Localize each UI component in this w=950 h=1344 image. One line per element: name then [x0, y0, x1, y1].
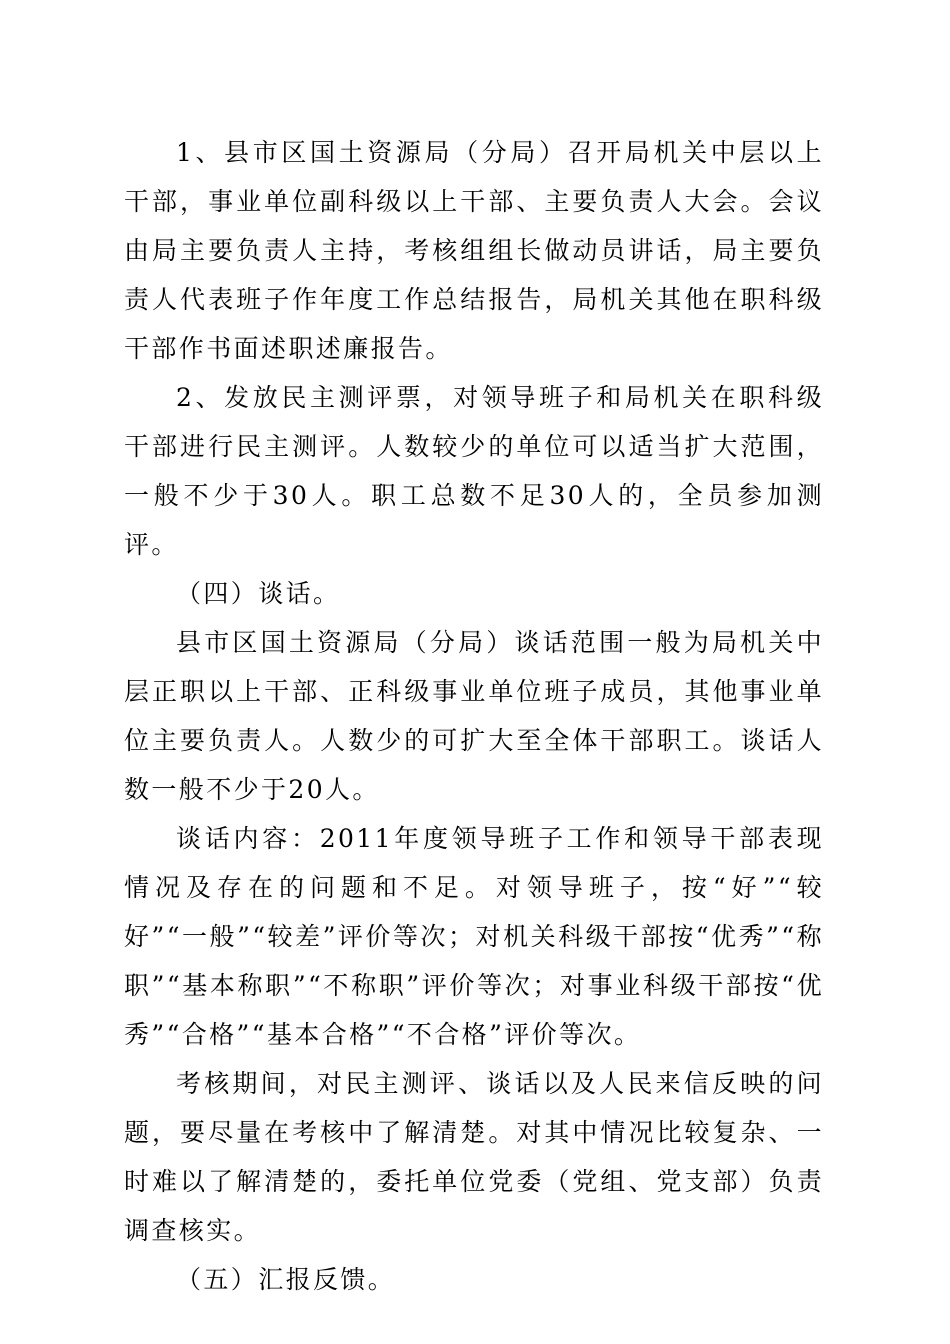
section-heading-report: （五）汇报反馈。 [176, 1265, 396, 1294]
paragraph-meeting: 1、县市区国土资源局（分局）召开局机关中层以上干部，事业单位副科级以上干部、主要负责人大会。会议由局主要负责人主持，考核组组长做动员讲话，局主要负责人代表班子作年度工作总结报告，局机关其他在职科级干部作书面述职述廉报告。 [124, 138, 824, 363]
paragraph-talk-scope: 县市区国土资源局（分局）谈话范围一般为局机关中层正职以上干部、正科级事业单位班子成员，其他事业单位主要负责人。人数少的可扩大至全体干部职工。谈话人数一般不少于20人。 [124, 628, 824, 804]
section-heading-talk: （四）谈话。 [176, 579, 341, 608]
paragraph-evaluation: 2、发放民主测评票，对领导班子和局机关在职科级干部进行民主测评。人数较少的单位可以适当扩大范围，一般不少于30人。职工总数不足30人的，全员参加测评。 [124, 383, 824, 559]
paragraph-talk-content: 谈话内容：2011年度领导班子工作和领导干部表现情况及存在的问题和不足。对领导班子，按“好”“较好”“一般”“较差”评价等次；对机关科级干部按“优秀”“称职”“基本称职”“不称职”评价等次；对事业科级干部按“优秀”“合格”“基本合格”“不合格”评价等次。 [124, 824, 824, 1049]
document-body [124, 128, 824, 1304]
paragraph-verification: 考核期间，对民主测评、谈话以及人民来信反映的问题，要尽量在考核中了解清楚。对其中情况比较复杂、一时难以了解清楚的，委托单位党委（党组、党支部）负责调查核实。 [124, 1069, 824, 1245]
